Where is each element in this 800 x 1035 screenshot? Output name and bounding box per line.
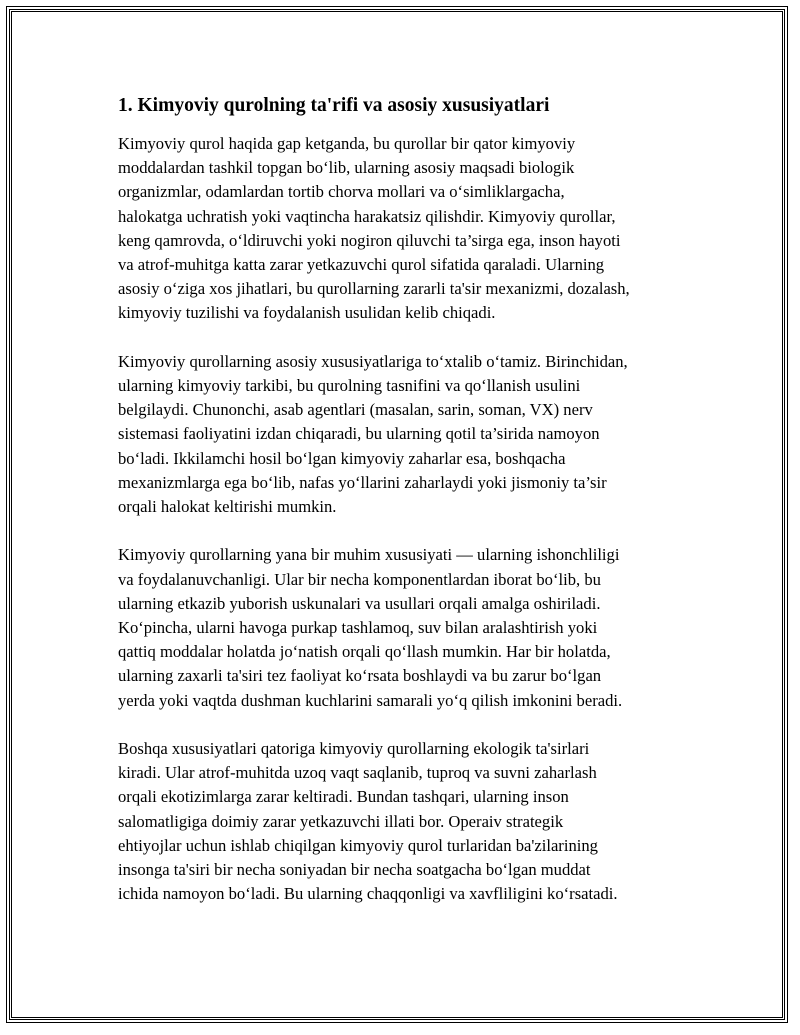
text-line: orqali ekotizimlarga zarar keltiradi. Bundan tashqari, ularning inson — [118, 787, 569, 807]
text-line: halokatga uchratish yoki vaqtincha harakatsiz qilishdir. Kimyoviy qurollar, — [118, 206, 616, 226]
text-line: bo‘ladi. Ikkilamchi hosil bo‘lgan kimyoviy zaharlar esa, boshqacha — [118, 448, 566, 468]
text-line: qattiq moddalar holatda jo‘natish orqali qo‘llash mumkin. Har bir holatda, — [118, 642, 611, 662]
text-line: Ko‘pincha, ularni havoga purkap tashlamoq, suv bilan aralashtirish yoki — [118, 618, 598, 638]
document-body — [118, 92, 708, 931]
text-line: belgilaydi. Chunonchi, asab agentlari (masalan, sarin, soman, VX) nerv — [118, 400, 593, 420]
text-line: Kimyoviy qurollarning yana bir muhim xususiyati — ularning ishonchliligi — [118, 545, 620, 565]
text-line: Kimyoviy qurol haqida gap ketganda, bu qurollar bir qator kimyoviy — [118, 134, 576, 153]
text-line: kimyoviy tuzilishi va foydalanish usulidan kelib chiqadi. — [118, 303, 496, 323]
text-line: va foydalanuvchanligi. Ular bir necha komponentlardan iborat bo‘lib, bu — [118, 569, 601, 589]
text-line: ularning zaxarli ta'siri tez faoliyat ko‘rsata boshlaydi va bu zarur bo‘lgan — [118, 666, 602, 686]
text-line: orqali halokat keltirishi mumkin. — [118, 497, 337, 517]
text-line: ichida namoyon bo‘ladi. Bu ularning chaqqonligi va xavfliligini ko‘rsatadi. — [118, 884, 618, 904]
paragraph-4 — [118, 737, 708, 906]
text-line: asosiy o‘ziga xos jihatlari, bu qurollarning zararli ta'sir mexanizmi, dozalash, — [118, 279, 630, 299]
text-line: sistemasi faoliyatini izdan chiqaradi, bu ularning qotil ta’sirida namoyon — [118, 424, 600, 444]
text-line: ularning kimyoviy tarkibi, bu qurolning tasnifini va qo‘llanish usulini — [118, 376, 581, 396]
text-line: ularning etkazib yuborish uskunalari va usullari orqali amalga oshiriladi. — [118, 593, 601, 613]
paragraph-2 — [118, 350, 708, 519]
text-line: Boshqa xususiyatlari qatoriga kimyoviy qurollarning ekologik ta'sirlari — [118, 739, 590, 759]
text-line: mexanizmlarga ega bo‘lib, nafas yo‘llarini zaharlaydi yoki jismoniy ta’sir — [118, 472, 607, 492]
text-line: keng qamrovda, o‘ldiruvchi yoki nogiron qiluvchi ta’sirga ega, inson hayoti — [118, 230, 621, 250]
text-line: salomatligiga doimiy zarar yetkazuvchi illati bor. Operaiv strategik — [118, 811, 564, 831]
text-line: moddalardan tashkil topgan bo‘lib, ularning asosiy maqsadi biologik — [118, 158, 575, 178]
text-line: organizmlar, odamlardan tortib chorva mollari va o‘simliklargacha, — [118, 182, 565, 202]
document-title: 1. Kimyoviy qurolning ta'rifi va asosiy xususiyatlari — [118, 95, 550, 116]
text-line: va atrof-muhitga katta zarar yetkazuvchi qurol sifatida qaraladi. Ularning — [118, 255, 605, 275]
text-line: ehtiyojlar uchun ishlab chiqilgan kimyoviy qurol turlaridan ba'zilarining — [118, 835, 598, 855]
text-line: yerda yoki vaqtda dushman kuchlarini samarali yo‘q qilish imkonini beradi. — [118, 690, 623, 710]
text-line: Kimyoviy qurollarning asosiy xususiyatlariga to‘xtalib o‘tamiz. Birinchidan, — [118, 351, 628, 371]
text-line: kiradi. Ular atrof-muhitda uzoq vaqt saqlanib, tuproq va suvni zaharlash — [118, 763, 597, 783]
text-line: insonga ta'siri bir necha soniyadan bir necha soatgacha bo‘lgan muddat — [118, 860, 591, 880]
paragraph-1 — [118, 132, 708, 326]
paragraph-3 — [118, 543, 708, 712]
